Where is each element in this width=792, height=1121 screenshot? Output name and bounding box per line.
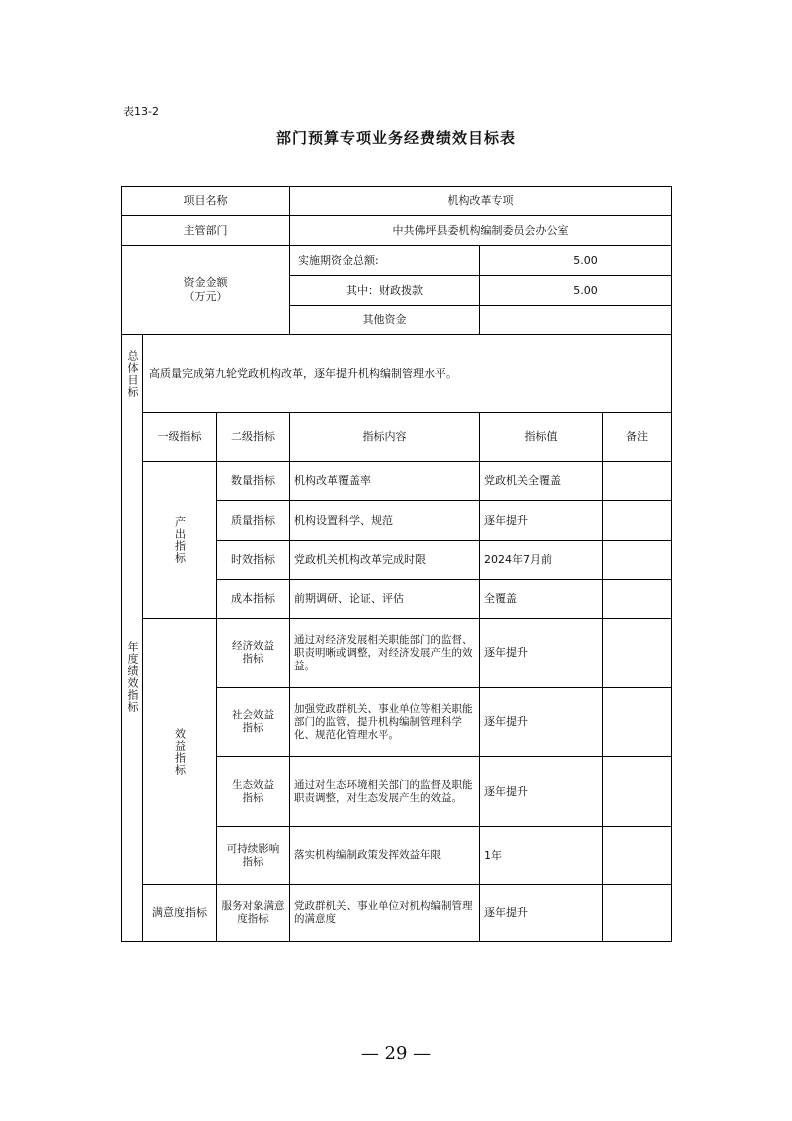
- output-indicator-label: 产出指标: [173, 516, 187, 564]
- header-value: 指标值: [524, 430, 558, 443]
- table-row-level2: 服务对象满意度指标: [221, 900, 285, 925]
- table-row-value: 2024年7月前: [484, 553, 552, 566]
- table-row-content: 通过对生态环境相关部门的监督及职能职责调整，对生态发展产生的效益。: [294, 778, 473, 804]
- annual-indicator-label: 年度绩效指标: [126, 641, 139, 713]
- table-row-content: 落实机构编制政策发挥效益年限: [294, 849, 441, 861]
- header-note: 备注: [626, 430, 648, 443]
- fiscal-funds-value: 5.00: [573, 283, 598, 297]
- table-row-value: 逐年提升: [484, 784, 528, 798]
- page-number: — 29 —: [360, 1043, 432, 1064]
- other-funds-label: 其他资金: [362, 313, 407, 326]
- table-row-content: 通过对经济发展相关职能部门的监督、职责明晰或调整，对经济发展产生的效益。: [294, 633, 473, 672]
- table-number: 表13-2: [123, 105, 159, 118]
- table-row-level2: 质量指标: [231, 513, 275, 527]
- benefit-indicator-label: 效益指标: [173, 727, 187, 776]
- table-row-content: 机构设置科学、规范: [294, 513, 393, 527]
- funds-label-line1: 资金金额: [183, 276, 228, 289]
- department-value: 中共佛坪县委机构编制委员会办公室: [392, 223, 569, 237]
- overall-goal-text: 高质量完成第九轮党政机构改革，逐年提升机构编制管理水平。: [149, 366, 457, 380]
- table-row-value: 逐年提升: [484, 715, 528, 728]
- table-row-content: 党政机关机构改革完成时限: [294, 553, 426, 566]
- table-row-value: 党政机关全覆盖: [484, 474, 561, 487]
- other-funds-value: [480, 306, 671, 334]
- funds-label: [122, 246, 289, 334]
- header-level2: 二级指标: [231, 430, 275, 443]
- project-name-value: 机构改革专项: [447, 194, 514, 207]
- total-funds-label: 实施期资金总额:: [298, 253, 379, 267]
- fiscal-funds-label: 其中：财政拨款: [346, 283, 423, 297]
- table-row-value: 全覆盖: [484, 592, 517, 605]
- funds-label-line2: （万元）: [183, 290, 228, 303]
- table-row-value: 逐年提升: [484, 513, 528, 527]
- table-row-content: 党政群机关、事业单位对机构编制管理的满意度: [294, 900, 473, 925]
- department-label: 主管部门: [183, 223, 228, 237]
- table-row-value: 逐年提升: [484, 646, 528, 659]
- table-row-value: 1年: [484, 848, 502, 862]
- table-row-level2: 数量指标: [231, 474, 275, 487]
- header-level1: 一级指标: [157, 430, 202, 443]
- table-row-level2: 时效指标: [231, 553, 275, 566]
- overall-goal-label: 总体目标: [126, 349, 139, 398]
- table-row-content: 前期调研、论证、评估: [294, 592, 404, 605]
- project-name-label: 项目名称: [183, 194, 228, 207]
- table-row-content: 机构改革覆盖率: [294, 474, 371, 487]
- table-row-level2: 成本指标: [231, 592, 275, 605]
- table-row-level2: 社会效益指标: [232, 709, 274, 734]
- header-content: 指标内容: [362, 430, 407, 443]
- total-funds-value: 5.00: [573, 253, 598, 267]
- page-title: 部门预算专项业务经费绩效目标表: [275, 129, 516, 147]
- satisfaction-indicator-label: 满意度指标: [152, 906, 207, 919]
- table-row-content: 加强党政群机关、事业单位等相关职能部门的监管，提升机构编制管理科学化、规范化管理水平。: [294, 702, 473, 741]
- table-row-level2: 生态效益指标: [232, 778, 274, 804]
- table-row-value: 逐年提升: [484, 906, 528, 919]
- table-row-level2: 经济效益指标: [232, 640, 274, 665]
- table-row-level2: 可持续影响指标: [226, 842, 280, 868]
